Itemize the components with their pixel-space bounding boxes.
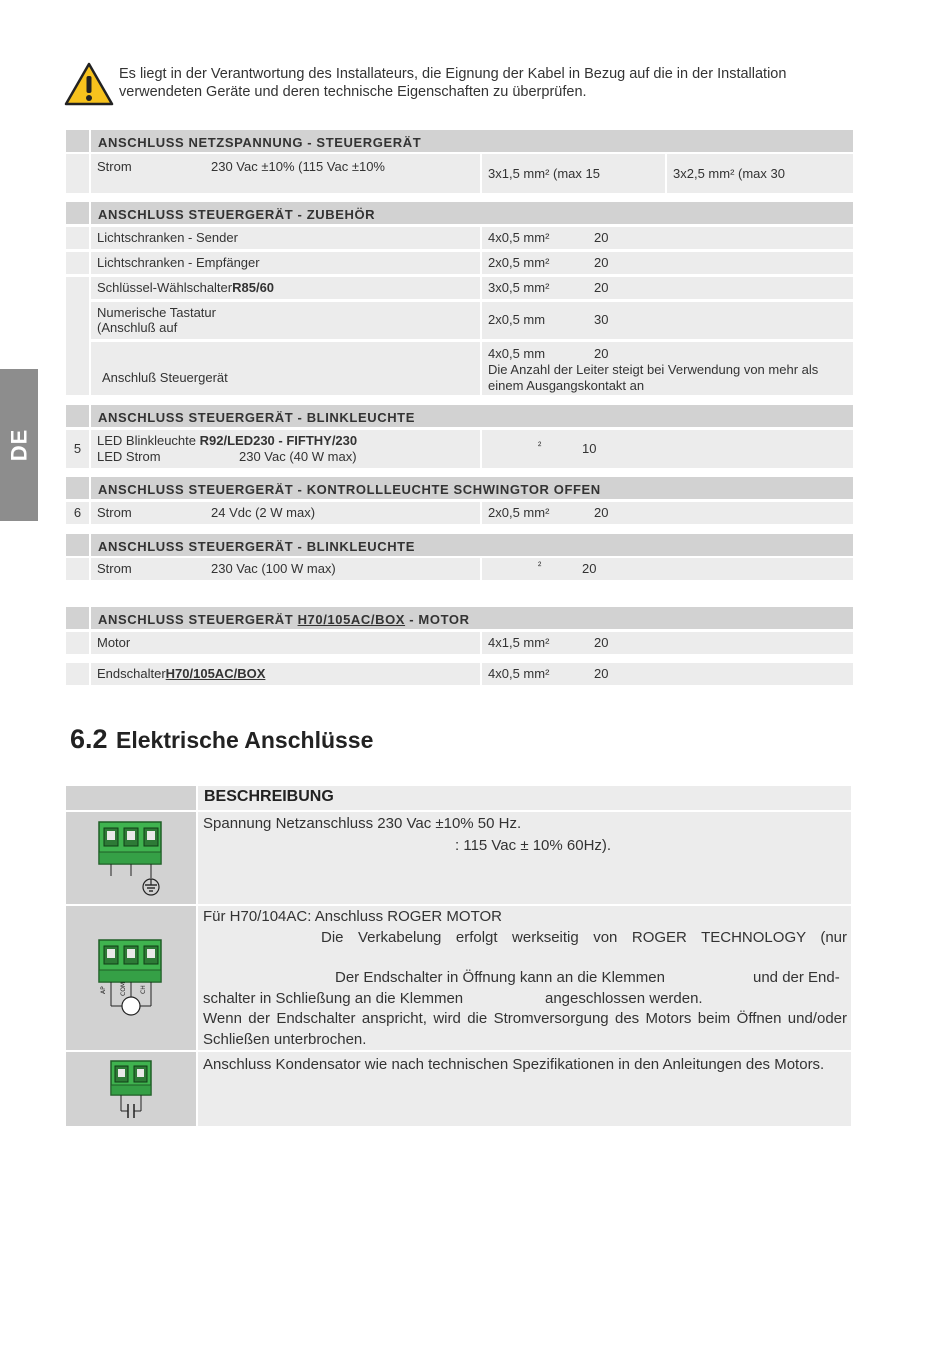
cable-length: 10 (582, 441, 597, 456)
table-num-cell (66, 252, 89, 274)
cable-spec: 4x1,5 mm² (488, 635, 550, 650)
row-value: 24 Vdc (2 W max) (211, 505, 316, 520)
cable-spec: ² (538, 561, 542, 572)
table-row (91, 342, 480, 395)
desc-paragraph: Wenn der Endschalter anspricht, wird die Stromversorgung des Motors beim Öffnen und/oder Schließen unterbrochen. (203, 1010, 847, 1048)
table-row (91, 227, 480, 249)
row-label-line1 (97, 433, 357, 449)
cable-length: 20 (582, 561, 597, 576)
row-label: Lichtschranken - Sender (97, 230, 238, 245)
cable-spec-cell (482, 277, 853, 299)
cable-spec-cell (667, 154, 853, 193)
row-label: Strom (97, 561, 132, 576)
cable-spec-cell (482, 342, 853, 395)
cable-spec: 4x0,5 mm² (488, 230, 550, 245)
terminal-label: CH (140, 985, 147, 994)
section-heading (70, 724, 373, 755)
desc-line: : 115 Vac ± 10% 60Hz). (455, 837, 612, 854)
section-header-blink2: ANSCHLUSS STEUERGERÄT - BLINKLEUCHTE (91, 534, 853, 556)
desc-row-mains (198, 812, 851, 904)
three-pin-terminal-ground-icon (66, 812, 196, 904)
cable-spec: 3x1,5 mm² (max 15 (488, 165, 600, 181)
three-pin-terminal-motor-icon (66, 906, 196, 1050)
desc-line: schalter in Schließung an die Klemmen (203, 990, 464, 1007)
language-tab (0, 369, 38, 521)
cable-spec-cell (482, 663, 853, 685)
section-header-kontroll: ANSCHLUSS STEUERGERÄT - KONTROLLLEUCHTE SCHWINGTOR OFFEN (91, 477, 853, 499)
cable-length: 20 (594, 635, 609, 650)
row-model: R92/LED230 - FIFTHY/230 (199, 433, 358, 448)
terminal-label: AP (100, 986, 107, 994)
row-label: Lichtschranken - Empfänger (97, 255, 260, 270)
cable-length: 20 (594, 505, 609, 520)
table-num-cell (66, 202, 89, 224)
cable-spec-cell (482, 252, 853, 274)
row-label-line2: (Anschluß auf (97, 320, 178, 335)
table-num-cell (66, 130, 89, 152)
table-num-cell (66, 227, 89, 249)
row-label: Schlüssel-Wählschalter (97, 280, 233, 295)
table-num-cell (66, 607, 89, 629)
cable-spec: 4x0,5 mm² (488, 666, 550, 681)
table-row (91, 277, 480, 299)
row-label: Motor (97, 635, 131, 650)
table-num-cell (66, 534, 89, 556)
desc-line: und der End- (753, 969, 840, 986)
table-row (91, 502, 480, 524)
table-row (91, 663, 480, 685)
two-pin-terminal-capacitor-icon (66, 1052, 196, 1126)
desc-paragraph: Anschluss Kondensator wie nach technischen Spezifikationen in den Anleitungen des Motors. (203, 1056, 825, 1073)
row-model: H70/105AC/BOX (165, 666, 266, 681)
row-label: Endschalter (97, 666, 166, 681)
row-label: Strom (97, 505, 132, 520)
warning-triangle-icon (64, 62, 114, 106)
section-number: 6.2 (70, 724, 108, 754)
table-row (91, 302, 480, 339)
desc-line: Für H70/104AC: Anschluss ROGER MOTOR (203, 908, 502, 925)
section-header-motor (91, 607, 853, 629)
section-header-blink: ANSCHLUSS STEUERGERÄT - BLINKLEUCHTE (91, 405, 853, 427)
desc-line: Spannung Netzanschluss 230 Vac ±10% 50 Hz. (203, 815, 522, 832)
row-number: 6 (66, 502, 89, 524)
row-value: 230 Vac (40 W max) (239, 449, 357, 464)
header-text: ANSCHLUSS STEUERGERÄT (98, 612, 298, 627)
cable-spec: 2x0,5 mm² (488, 255, 550, 270)
desc-line: Der Endschalter in Öffnung kann an die Klemmen (335, 969, 665, 986)
table-row (91, 252, 480, 274)
row-label: Anschluß Steuergerät (102, 370, 228, 385)
desc-line: Die Verkabelung erfolgt werkseitig von ROGER TECHNOLOGY (nur (321, 929, 847, 946)
table-num-cell (66, 558, 89, 580)
cable-spec-cell (482, 430, 853, 468)
cable-length: 20 (594, 230, 609, 245)
cable-spec: 4x0,5 mm (488, 346, 546, 361)
cable-length: 20 (594, 666, 609, 681)
section-title: Elektrische Anschlüsse (116, 727, 374, 753)
cable-spec-cell (482, 154, 665, 193)
row-model: R85/60 (232, 280, 275, 295)
cable-spec: 2x0,5 mm² (488, 505, 550, 520)
header-model: H70/105AC/BOX (297, 612, 406, 627)
cable-spec: ² (538, 441, 542, 452)
desc-line: angeschlossen werden. (545, 990, 703, 1007)
warning-text: Es liegt in der Verantwortung des Installateurs, die Eignung der Kabel in Bezug auf die in der Installation verwendeten Geräte und deren technische Eigenschaften zu überprüfen. (119, 66, 787, 100)
table-row-netz-strom (91, 154, 480, 193)
cable-spec: 3x0,5 mm² (488, 280, 550, 295)
desc-header: BESCHREIBUNG (198, 786, 851, 810)
desc-row-capacitor (198, 1052, 851, 1126)
row-label-line1: Numerische Tastatur (97, 305, 216, 320)
cable-length: 20 (594, 280, 609, 295)
desc-icon-header (66, 786, 196, 810)
table-num-cell (66, 477, 89, 499)
cable-length: 30 (594, 312, 609, 327)
cable-spec-cell (482, 632, 853, 654)
table-num-cell (66, 154, 89, 193)
cable-spec-cell (482, 302, 853, 339)
cable-length: 20 (594, 255, 609, 270)
row-number: 5 (66, 430, 89, 468)
language-tab-label: DE (6, 428, 31, 462)
row-label: Strom (97, 159, 132, 174)
table-num-cell (66, 663, 89, 685)
table-num-cell (66, 277, 89, 395)
cable-spec-cell (482, 558, 853, 580)
row-value: 230 Vac ±10% (115 Vac ±10% (211, 159, 385, 174)
desc-row-motor (198, 906, 851, 1050)
cable-length: 20 (594, 346, 609, 361)
cable-spec-cell (482, 502, 853, 524)
header-text: - MOTOR (405, 612, 470, 627)
table-num-cell (66, 405, 89, 427)
table-row (91, 632, 480, 654)
table-row (91, 558, 480, 580)
section-header-netz: ANSCHLUSS NETZSPANNUNG - STEUERGERÄT (91, 130, 853, 152)
table-num-cell (66, 632, 89, 654)
row-label: LED Blinkleuchte (97, 433, 200, 448)
cable-spec: 3x2,5 mm² (max 30 (673, 165, 785, 181)
cable-spec-cell (482, 227, 853, 249)
table-row (91, 430, 480, 468)
cable-spec: 2x0,5 mm (488, 312, 546, 327)
terminal-label: COM (120, 981, 127, 996)
row-label-line2: LED Strom (97, 449, 161, 464)
cable-note: Die Anzahl der Leiter steigt bei Verwendung von mehr als einem Ausgangskontakt an (488, 362, 819, 393)
row-value: 230 Vac (100 W max) (211, 561, 336, 576)
section-header-zubehoer: ANSCHLUSS STEUERGERÄT - ZUBEHÖR (91, 202, 853, 224)
